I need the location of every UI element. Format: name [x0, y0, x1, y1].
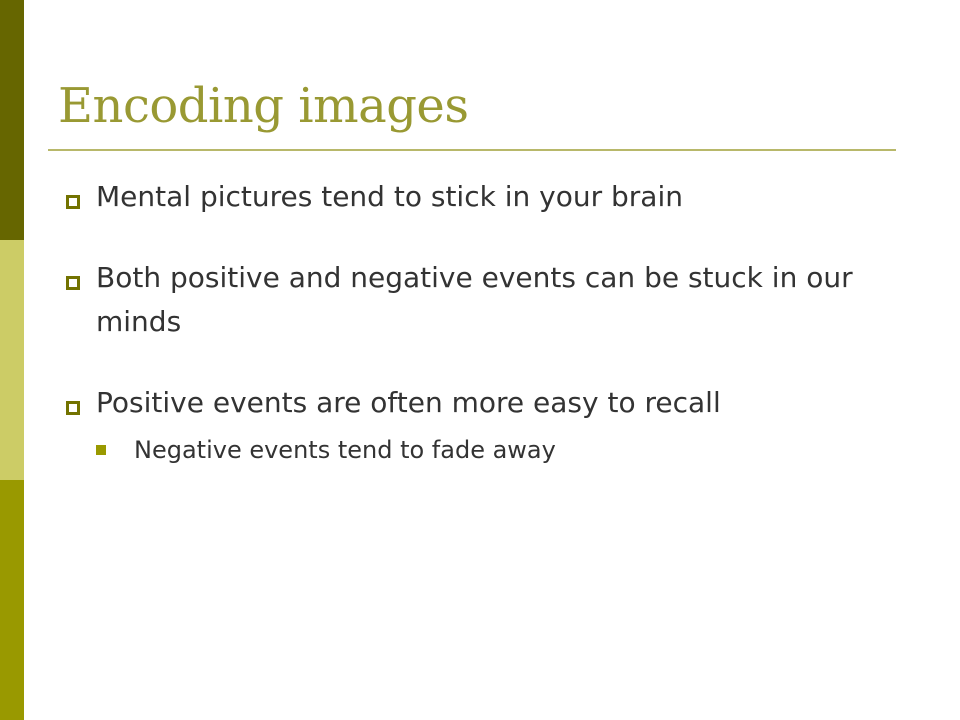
hollow-square-icon	[66, 195, 80, 209]
side-bar-middle-segment	[0, 240, 24, 480]
hollow-square-icon	[66, 401, 80, 415]
title-divider	[48, 149, 896, 151]
side-bar-top-segment	[0, 0, 24, 240]
slide-title: Encoding images	[58, 78, 469, 134]
bullet-item	[64, 256, 904, 344]
bullet-text: Mental pictures tend to stick in your brain	[96, 180, 683, 213]
sub-bullet-item	[96, 430, 904, 470]
bullet-item	[64, 175, 904, 219]
bullet-list	[64, 175, 904, 470]
bullet-text: Both positive and negative events can be stuck in our minds	[96, 261, 853, 338]
filled-square-icon	[96, 445, 106, 455]
hollow-square-icon	[66, 276, 80, 290]
side-bar-bottom-segment	[0, 480, 24, 720]
sub-bullet-text: Negative events tend to fade away	[134, 436, 556, 464]
bullet-item	[64, 381, 904, 470]
bullet-text: Positive events are often more easy to recall	[96, 386, 721, 419]
